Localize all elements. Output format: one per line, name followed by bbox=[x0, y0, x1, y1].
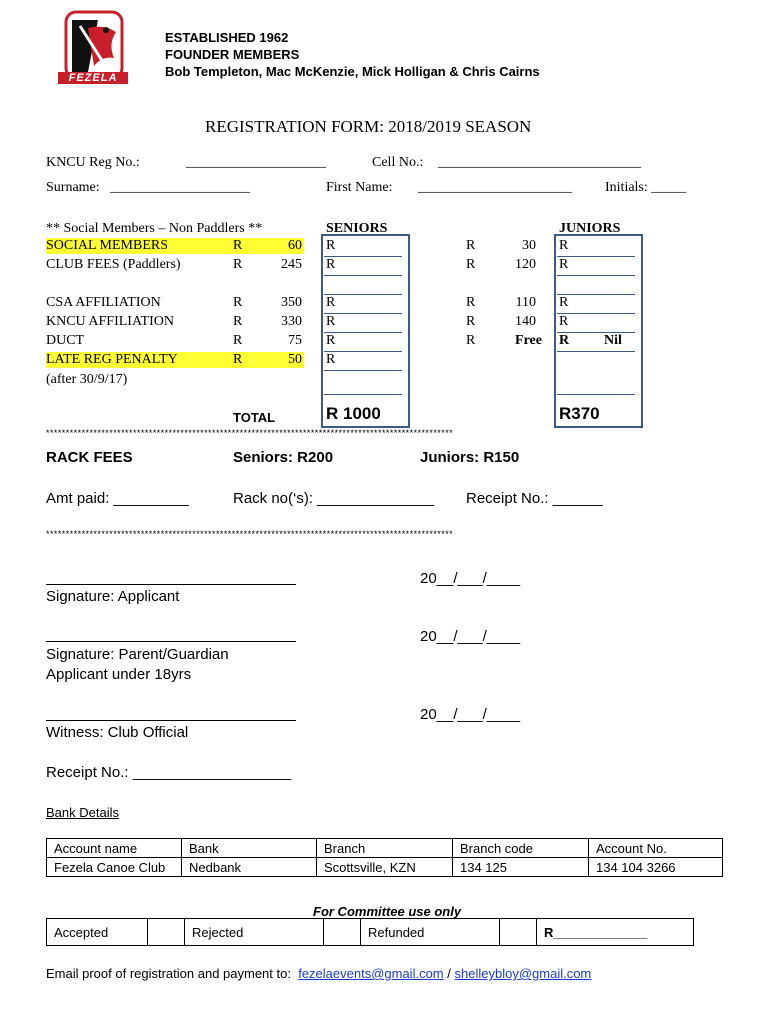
accepted-label: Accepted bbox=[47, 919, 148, 946]
firstname-field[interactable]: ______________________ bbox=[418, 180, 572, 195]
junior-currency: R bbox=[466, 314, 476, 329]
established-text: ESTABLISHED 1962 bbox=[165, 30, 289, 45]
email-prefix: Email proof of registration and payment to: bbox=[46, 966, 291, 981]
senior-input-cell[interactable]: R bbox=[326, 257, 336, 272]
refunded-label: Refunded bbox=[361, 919, 500, 946]
applicant-signature-label: Signature: Applicant bbox=[46, 588, 180, 605]
fee-row-label: SOCIAL MEMBERS bbox=[46, 238, 304, 254]
committee-title: For Committee use only bbox=[313, 904, 462, 919]
bank-header-cell: Bank bbox=[182, 839, 317, 858]
senior-total: R 1000 bbox=[326, 404, 381, 423]
bank-details-title: Bank Details bbox=[46, 805, 119, 820]
founder-title: FOUNDER MEMBERS bbox=[165, 47, 300, 62]
witness-date-field[interactable]: 20__/___/____ bbox=[420, 706, 521, 723]
bank-value-cell: 134 104 3266 bbox=[589, 858, 723, 877]
fee-currency: R bbox=[233, 238, 243, 253]
email-instruction bbox=[46, 966, 591, 981]
parent-signature-label: Signature: Parent/Guardian bbox=[46, 646, 229, 663]
rack-receipt-field[interactable]: Receipt No.: ______ bbox=[466, 490, 603, 507]
fee-row-label: CSA AFFILIATION bbox=[46, 295, 161, 310]
senior-input-cell[interactable]: R bbox=[326, 238, 336, 253]
star-divider: ******************************************************************************************************* bbox=[46, 428, 454, 438]
accepted-checkbox[interactable] bbox=[148, 919, 185, 946]
junior-input-cell[interactable]: R bbox=[559, 295, 569, 310]
bank-details-table bbox=[46, 838, 723, 877]
junior-input-cell[interactable]: R bbox=[559, 238, 569, 253]
email-separator: / bbox=[447, 966, 451, 981]
senior-input-cell[interactable]: R bbox=[326, 295, 336, 310]
fee-row-label: LATE REG PENALTY bbox=[46, 352, 304, 368]
applicant-signature-line[interactable] bbox=[46, 584, 296, 585]
junior-fee-amount: 110 bbox=[515, 295, 536, 310]
junior-currency: R bbox=[466, 238, 476, 253]
bank-header-cell: Branch code bbox=[453, 839, 589, 858]
table-row bbox=[47, 919, 694, 946]
parent-signature-note: Applicant under 18yrs bbox=[46, 666, 192, 683]
junior-input-cell[interactable]: R bbox=[559, 257, 569, 272]
late-reg-note: (after 30/9/17) bbox=[46, 372, 128, 387]
junior-currency: R bbox=[466, 257, 476, 272]
rack-number-field[interactable]: Rack no(‘s): ______________ bbox=[233, 490, 434, 507]
rack-fees-title: RACK FEES bbox=[46, 449, 133, 466]
parent-date-field[interactable]: 20__/___/____ bbox=[420, 628, 521, 645]
senior-fee-amount: 50 bbox=[288, 352, 302, 367]
junior-input-cell[interactable]: R bbox=[559, 333, 570, 348]
fee-row-label: DUCT bbox=[46, 333, 85, 348]
fee-currency: R bbox=[233, 257, 243, 272]
senior-input-cell[interactable]: R bbox=[326, 333, 336, 348]
bank-value-cell: Scottsville, KZN bbox=[317, 858, 453, 877]
cell-label: Cell No.: bbox=[372, 155, 424, 170]
bank-value-cell: Fezela Canoe Club bbox=[47, 858, 182, 877]
bank-value-cell: Nedbank bbox=[182, 858, 317, 877]
star-divider: ******************************************************************************************************* bbox=[46, 529, 454, 539]
juniors-header: JUNIORS bbox=[559, 221, 621, 236]
fee-row-label: KNCU AFFILIATION bbox=[46, 314, 174, 329]
committee-table bbox=[46, 918, 694, 946]
senior-fee-amount: 245 bbox=[281, 257, 302, 272]
junior-currency: R bbox=[466, 295, 476, 310]
rack-seniors-fee: Seniors: R200 bbox=[233, 449, 334, 466]
fee-row-label: CLUB FEES (Paddlers) bbox=[46, 257, 181, 272]
junior-nil-value: Nil bbox=[604, 333, 622, 348]
founders-names: Bob Templeton, Mac McKenzie, Mick Holligan & Chris Cairns bbox=[165, 64, 540, 79]
junior-fee-amount: Free bbox=[515, 333, 542, 348]
seniors-header: SENIORS bbox=[326, 221, 388, 236]
social-members-note: ** Social Members – Non Paddlers ** bbox=[46, 221, 263, 236]
refunded-checkbox[interactable] bbox=[500, 919, 537, 946]
fee-currency: R bbox=[233, 314, 243, 329]
fee-currency: R bbox=[233, 333, 243, 348]
rack-juniors-fee: Juniors: R150 bbox=[420, 449, 520, 466]
junior-total: R370 bbox=[559, 404, 600, 423]
email-link-shelley[interactable]: shelleybloy@gmail.com bbox=[454, 966, 592, 981]
bank-header-cell: Account name bbox=[47, 839, 182, 858]
junior-input-cell[interactable]: R bbox=[559, 314, 569, 329]
bank-value-cell: 134 125 bbox=[453, 858, 589, 877]
amount-paid-field[interactable]: Amt paid: _________ bbox=[46, 490, 189, 507]
parent-signature-line[interactable] bbox=[46, 641, 296, 642]
senior-fee-amount: 60 bbox=[288, 238, 302, 253]
cell-field[interactable]: _____________________________ bbox=[438, 155, 641, 170]
senior-fee-amount: 75 bbox=[288, 333, 302, 348]
form-title: REGISTRATION FORM: 2018/2019 SEASON bbox=[205, 117, 532, 136]
fee-currency: R bbox=[233, 352, 243, 367]
kncu-label: KNCU Reg No.: bbox=[46, 155, 140, 170]
total-label: TOTAL bbox=[233, 410, 276, 425]
surname-field[interactable]: ____________________ bbox=[110, 180, 250, 195]
senior-input-cell[interactable]: R bbox=[326, 352, 336, 367]
email-link-events[interactable]: fezelaevents@gmail.com bbox=[298, 966, 444, 981]
junior-fee-amount: 120 bbox=[515, 257, 536, 272]
rejected-label: Rejected bbox=[185, 919, 324, 946]
initials-field[interactable]: Initials: _____ bbox=[605, 180, 687, 195]
junior-fee-amount: 140 bbox=[515, 314, 536, 329]
junior-currency: R bbox=[466, 333, 476, 348]
fee-currency: R bbox=[233, 295, 243, 310]
junior-fee-amount: 30 bbox=[522, 238, 536, 253]
table-row bbox=[47, 839, 723, 858]
senior-input-cell[interactable]: R bbox=[326, 314, 336, 329]
witness-signature-line[interactable] bbox=[46, 720, 296, 721]
surname-label: Surname: bbox=[46, 180, 100, 195]
kncu-field[interactable]: ____________________ bbox=[186, 155, 326, 170]
applicant-date-field[interactable]: 20__/___/____ bbox=[420, 570, 521, 587]
senior-fee-amount: 330 bbox=[281, 314, 302, 329]
receipt-number-field[interactable]: Receipt No.: ___________________ bbox=[46, 764, 292, 781]
bank-header-cell: Account No. bbox=[589, 839, 723, 858]
bank-header-cell: Branch bbox=[317, 839, 453, 858]
table-row bbox=[47, 858, 723, 877]
refund-amount-field[interactable]: R_____________ bbox=[537, 919, 694, 946]
senior-fee-amount: 350 bbox=[281, 295, 302, 310]
firstname-label: First Name: bbox=[326, 180, 393, 195]
logo-text: FEZELA bbox=[58, 72, 128, 84]
witness-signature-label: Witness: Club Official bbox=[46, 724, 189, 741]
club-logo bbox=[58, 10, 128, 90]
rejected-checkbox[interactable] bbox=[324, 919, 361, 946]
